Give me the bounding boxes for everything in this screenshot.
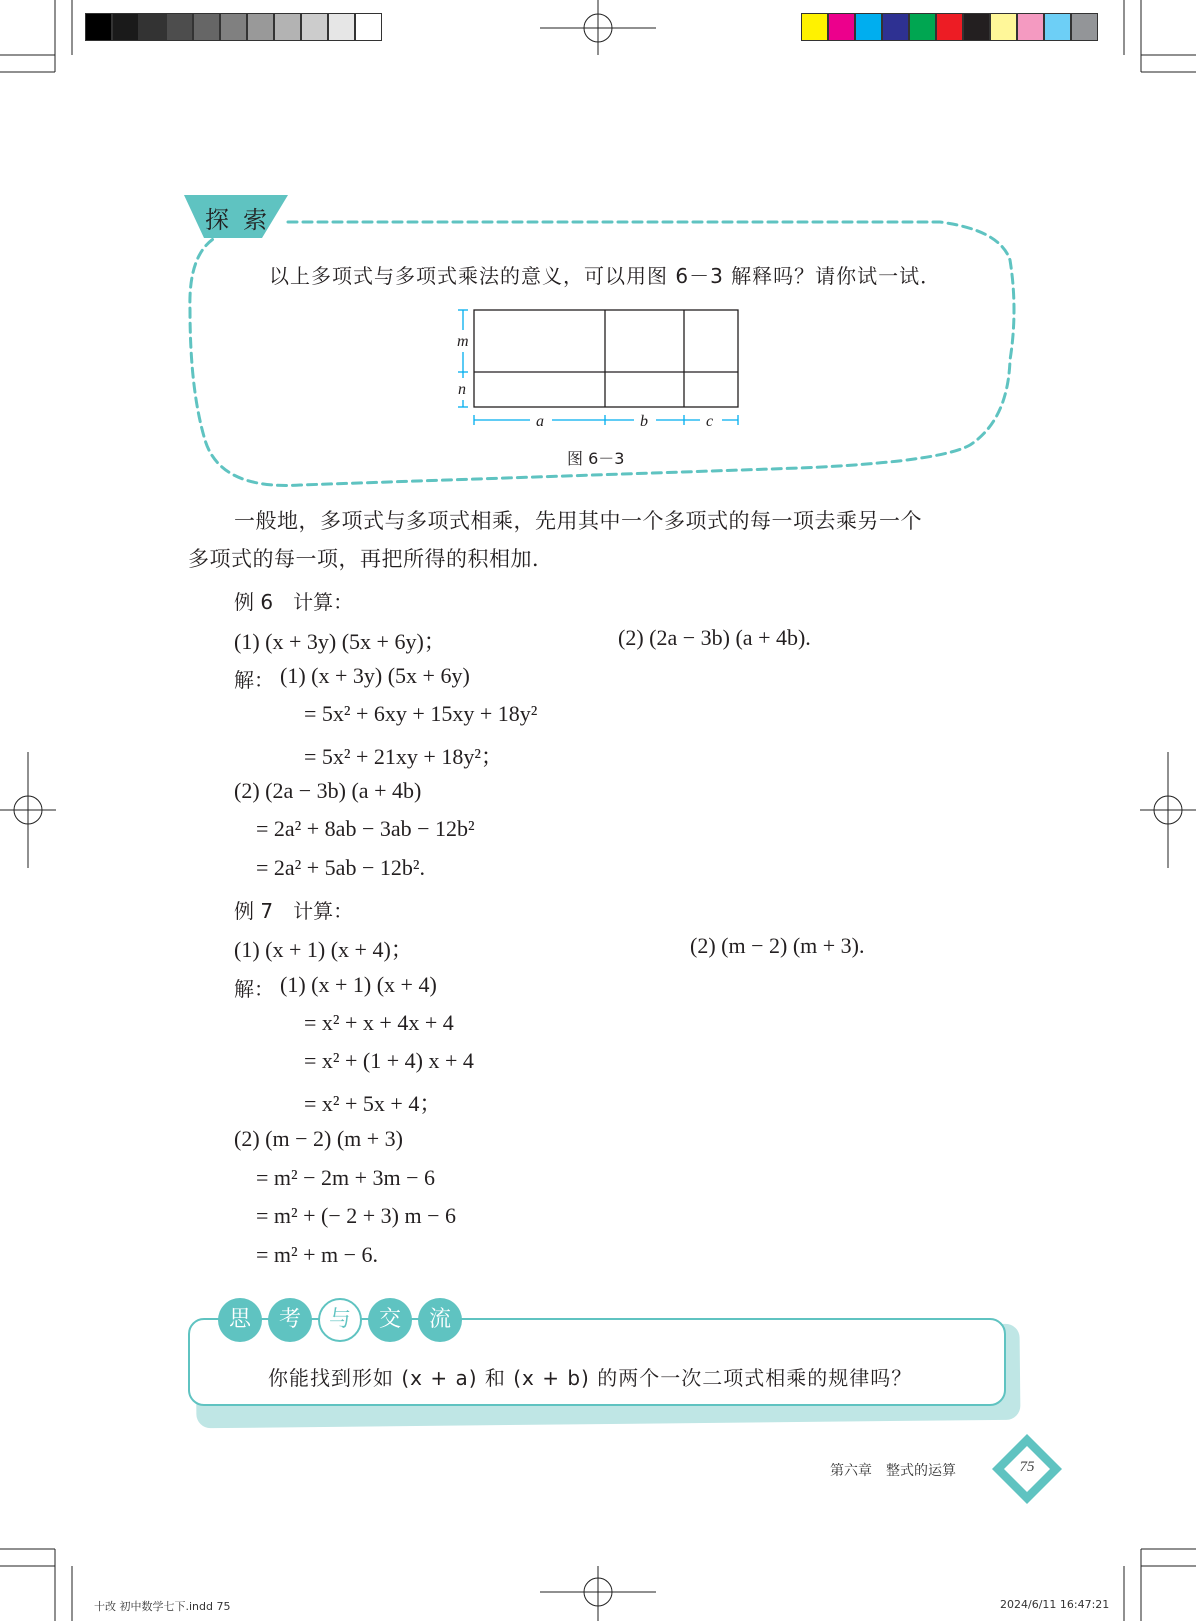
example7-s1-line2: = x² + x + 4x + 4: [304, 1010, 454, 1035]
example7-s2-line4: = m² + m − 6.: [256, 1242, 379, 1267]
example7-q2: (2) (m − 2) (m + 3).: [690, 933, 865, 958]
file-info: 十改 初中数学七下.indd 75: [94, 1600, 231, 1613]
example6-s2-line1: (2) (2a − 3b) (a + 4b): [234, 778, 422, 803]
example7-s2-line3: = m² + (− 2 + 3) m − 6: [256, 1203, 457, 1228]
label-n: n: [458, 381, 466, 398]
page-number: 75: [1019, 1459, 1035, 1475]
example6-q2: (2) (2a − 3b) (a + 4b).: [618, 625, 811, 650]
example6-title: 例 6 计算：: [234, 590, 354, 614]
example6-s2-line2: = 2a² + 8ab − 3ab − 12b²: [256, 816, 475, 841]
think-badge-char: 与: [318, 1298, 362, 1342]
think-badge-char: 流: [418, 1298, 462, 1342]
think-badge-char: 思: [218, 1298, 262, 1342]
example7-s2-line2: = m² − 2m + 3m − 6: [256, 1165, 436, 1190]
example6-solution-label: 解：: [234, 668, 274, 692]
print-timestamp: 2024/6/11 16:47:21: [1000, 1598, 1110, 1611]
example7-s2-line1: (2) (m − 2) (m + 3): [234, 1126, 403, 1151]
explore-badge: [205, 200, 281, 235]
example6-s1-line1: (1) (x + 3y) (5x + 6y): [280, 663, 470, 688]
example7-title: 例 7 计算：: [234, 899, 354, 923]
explore-text: 以上多项式与多项式乘法的意义，可以用图 6－3 解释吗？请你试一试．: [269, 264, 942, 288]
chapter-title: 第六章 整式的运算: [830, 1463, 956, 1479]
label-b: b: [640, 413, 648, 430]
figure-caption: 图 6－3: [567, 449, 625, 468]
think-badge-char: 考: [268, 1298, 312, 1342]
rect-outer: [474, 310, 738, 407]
think-text: 你能找到形如 (x + a) 和 (x + b) 的两个一次二项式相乘的规律吗？: [268, 1366, 913, 1390]
explore-badge-char: 探: [205, 206, 243, 234]
label-c: c: [706, 413, 714, 430]
example6-s2-line3: = 2a² + 5ab − 12b².: [256, 855, 425, 880]
label-m: m: [457, 333, 469, 350]
rule-line-2: 多项式的每一项，再把所得的积相加．: [188, 547, 554, 571]
label-a: a: [536, 413, 544, 430]
explore-badge-char: 索: [243, 206, 281, 234]
example7-s1-line3: = x² + (1 + 4) x + 4: [304, 1048, 474, 1073]
example7-solution-label: 解：: [234, 977, 274, 1001]
example7-s1-line4: = x² + 5x + 4；: [304, 1091, 442, 1116]
example7-s1-line1: (1) (x + 1) (x + 4): [280, 972, 437, 997]
rule-line-1: 一般地，多项式与多项式相乘，先用其中一个多项式的每一项去乘另一个: [234, 509, 922, 533]
figure-6-3: [450, 302, 750, 432]
example7-q1: (1) (x + 1) (x + 4)；: [234, 937, 413, 962]
think-badge-char: 交: [368, 1298, 412, 1342]
example6-s1-line2: = 5x² + 6xy + 15xy + 18y²: [304, 701, 538, 726]
example6-q1: (1) (x + 3y) (5x + 6y)；: [234, 629, 446, 654]
example6-s1-line3: = 5x² + 21xy + 18y²；: [304, 744, 503, 769]
